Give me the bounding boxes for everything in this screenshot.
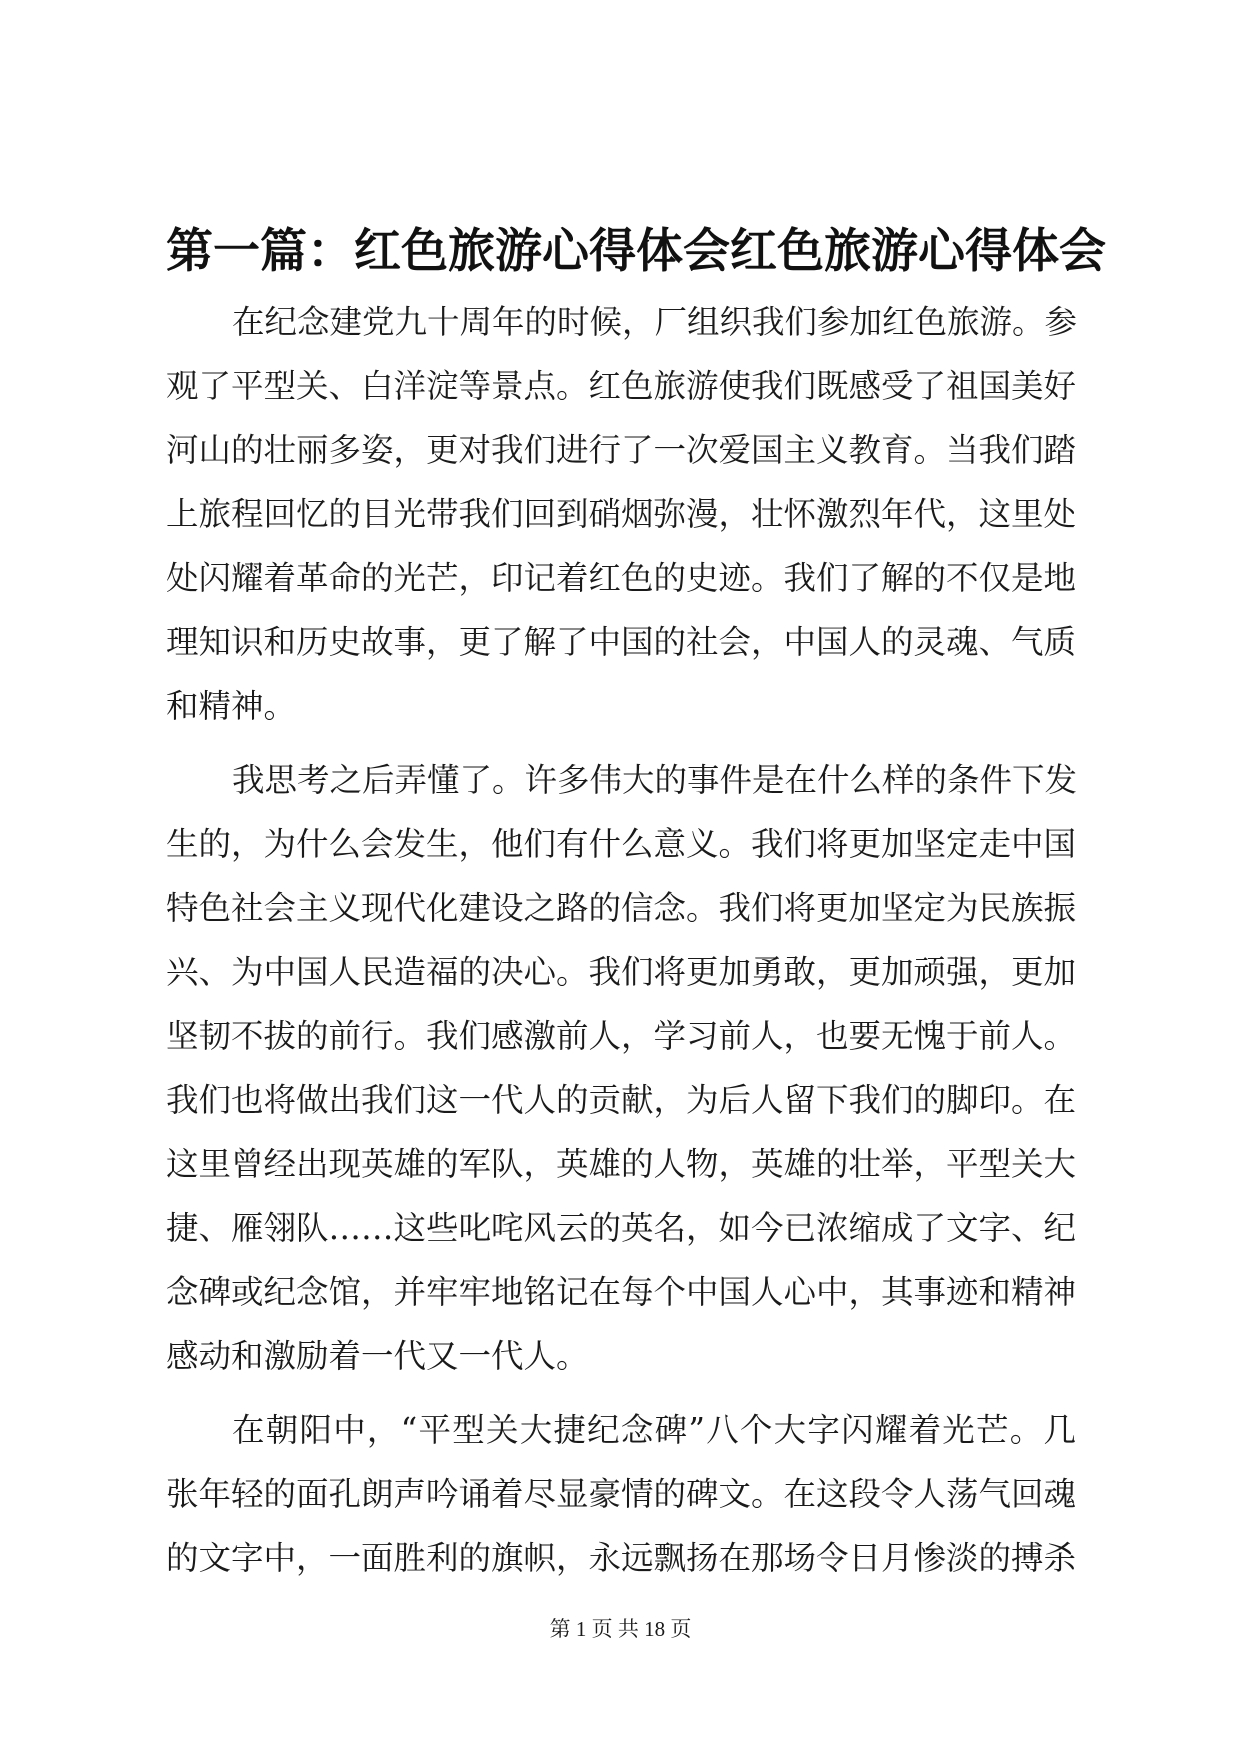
paragraph-gap — [166, 1388, 1076, 1398]
paragraph-line: 特色社会主义现代化建设之路的信念。我们将更加坚定为民族振 — [166, 889, 1077, 927]
paragraph-line: 在朝阳中，“平型关大捷纪念碑”八个大字闪耀着光芒。几 — [232, 1411, 1076, 1449]
paragraph-gap — [166, 738, 1076, 748]
paragraph-line: 和精神。 — [166, 687, 297, 725]
paragraph-line: 念碑或纪念馆，并牢牢地铭记在每个中国人心中，其事迹和精神 — [166, 1273, 1077, 1311]
body-text — [166, 290, 1076, 1590]
paragraph-line: 捷、雁翎队……这些叱咤风云的英名，如今已浓缩成了文字、纪 — [166, 1209, 1077, 1247]
paragraph-line: 我思考之后弄懂了。许多伟大的事件是在什么样的条件下发 — [232, 761, 1078, 799]
paragraph-line: 兴、为中国人民造福的决心。我们将更加勇敢，更加顽强，更加 — [166, 953, 1077, 991]
paragraph-line: 理知识和历史故事，更了解了中国的社会，中国人的灵魂、气质 — [166, 623, 1077, 661]
paragraph-line: 生的，为什么会发生，他们有什么意义。我们将更加坚定走中国 — [166, 825, 1077, 863]
document-title: 第一篇：红色旅游心得体会红色旅游心得体会 — [166, 224, 1106, 279]
paragraph-line: 在纪念建党九十周年的时候，厂组织我们参加红色旅游。参 — [232, 303, 1078, 341]
paragraph-line: 的文字中，一面胜利的旗帜，永远飘扬在那场令日月惨淡的搏杀 — [166, 1539, 1077, 1577]
paragraph-line: 这里曾经出现英雄的军队，英雄的人物，英雄的壮举，平型关大 — [166, 1145, 1077, 1183]
paragraph-line: 上旅程回忆的目光带我们回到硝烟弥漫，壮怀激烈年代，这里处 — [166, 495, 1077, 533]
paragraph-line: 张年轻的面孔朗声吟诵着尽显豪情的碑文。在这段令人荡气回魂 — [166, 1475, 1077, 1513]
paragraph-line: 坚韧不拔的前行。我们感激前人，学习前人，也要无愧于前人。 — [166, 1017, 1077, 1055]
page-number-footer: 第 1 页 共 18 页 — [549, 1617, 692, 1641]
paragraph-line: 观了平型关、白洋淀等景点。红色旅游使我们既感受了祖国美好 — [166, 367, 1077, 405]
paragraph-line: 感动和激励着一代又一代人。 — [166, 1337, 589, 1375]
paragraph-line: 我们也将做出我们这一代人的贡献，为后人留下我们的脚印。在 — [166, 1081, 1077, 1119]
paragraph-line: 河山的壮丽多姿，更对我们进行了一次爱国主义教育。当我们踏 — [166, 431, 1077, 469]
paragraph-line: 处闪耀着革命的光芒，印记着红色的史迹。我们了解的不仅是地 — [166, 559, 1077, 597]
